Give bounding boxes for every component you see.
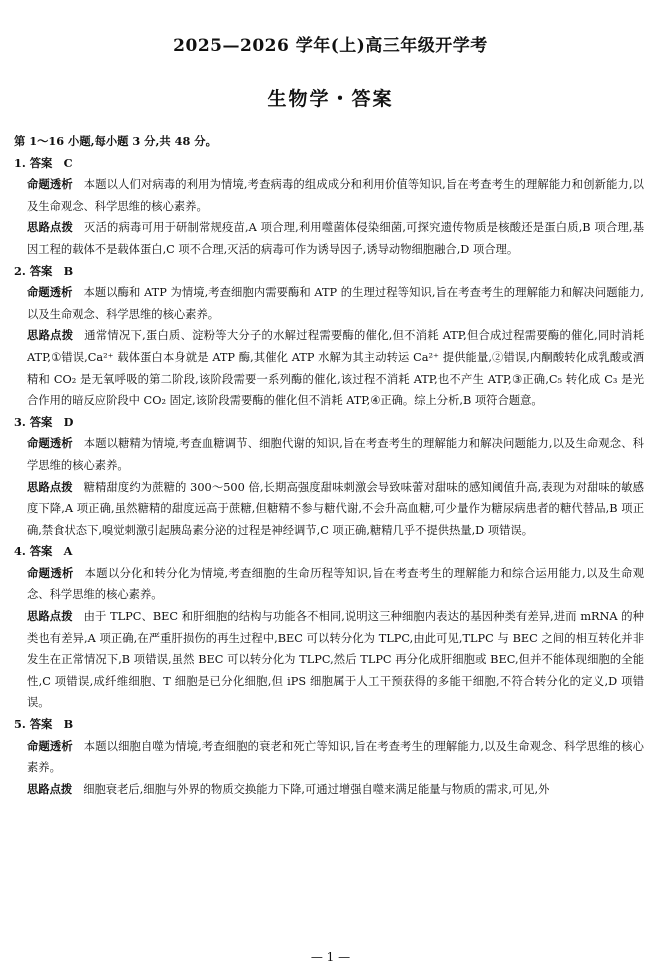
analysis-text: 本题以分化和转分化为情境,考查细胞的生命历程等知识,旨在考查考生的理解能力和综合运用能力,以及生命观念、科学思维的核心素养。 (27, 566, 644, 602)
hint-text: 通常情况下,蛋白质、淀粉等大分子的水解过程需要酶的催化,但不消耗 ATP,但合成过程需要酶的催化,同时消耗 ATP,①错误,Ca²⁺ 载体蛋白本身就是 ATP 酶,其催化 ATP 水解为其主动转运 Ca²⁺ 提供能量,②错误,内酮酸转化成乳酸或酒精和 CO₂ 是无氧呼吸的第二阶段,该阶段需要一系列酶的催化,该过程不消耗 ATP,也不产生 ATP,③正确,C₅ 转化成 C₃ 是光合作用的暗反应阶段中 CO₂ 固定,该阶段需要酶的催化但不消耗 ATP,④正确。综上分析,B 项符合题意。 (27, 329, 644, 408)
analysis-label: 命题透析 (27, 285, 73, 300)
analysis-paragraph (14, 282, 644, 325)
hint-label: 思路点拨 (27, 781, 73, 796)
answer-item (14, 153, 644, 261)
analysis-paragraph (14, 433, 644, 476)
hint-paragraph (14, 606, 644, 714)
analysis-text: 本题以细胞自噬为情境,考查细胞的衰老和死亡等知识,旨在考查考生的理解能力,以及生命观念、科学思维的核心素养。 (27, 739, 644, 775)
answer-content (14, 131, 644, 800)
answer-line: 2. 答案 B (14, 263, 74, 278)
hint-label: 思路点拨 (27, 328, 74, 343)
analysis-label: 命题透析 (27, 738, 73, 753)
analysis-label: 命题透析 (27, 565, 74, 580)
hint-text: 灭活的病毒可用于研制常规疫苗,A 项合理,利用噬菌体侵染细菌,可探究遗传物质是核酸还是蛋白质,B 项合理,基因工程的载体不是载体蛋白,C 项不合理,灭活的病毒可作为诱导因子,诱导动物细胞融合,D 项合理。 (27, 221, 644, 256)
answer-line: 4. 答案 A (14, 544, 73, 559)
analysis-label: 命题透析 (27, 436, 73, 451)
answer-item (14, 541, 644, 714)
hint-paragraph (14, 325, 644, 411)
hint-text: 糖精甜度约为蔗糖的 300～500 倍,长期高强度甜味刺激会导致味蕾对甜味的感知阈值升高,表现为对甜味的敏感度下降,A 项正确,虽然糖精的甜度远高于蔗糖,但糖精不参与糖代谢,不会升高血糖,可少量作为糖尿病患者的糖代替品,B 项正确,禁食状态下,嗅觉刺激引起胰岛素分泌的过程是神经调节,C 项正确,糖精几乎不提供热量,D 项错误。 (27, 480, 644, 537)
hint-label: 思路点拨 (27, 220, 74, 235)
analysis-paragraph (14, 563, 644, 606)
hint-text: 由于 TLPC、BEC 和肝细胞的结构与功能各不相同,说明这三种细胞内表达的基因种类有差异,进而 mRNA 的种类也有差异,A 项正确,在严重肝损伤的再生过程中,BEC 可以转分化为 TLPC,由此可见,TLPC 与 BEC 之间的相互转化并非发生在正常情况下,B 项错误,虽然 BEC 可以转分化为 TLPC,然后 TLPC 再分化成肝细胞或 BEC,但并不能体现细胞的全能性,C 项错误,成纤维细胞、T 细胞是已分化细胞,但 iPS 细胞属于人工干预获得的多能干细胞,不符合转分化的定义,D 项错误。 (27, 610, 644, 710)
analysis-text: 本题以糖精为情境,考查血糖调节、细胞代谢的知识,旨在考查考生的理解能力和解决问题能力,以及生命观念、科学思维的核心素养。 (27, 437, 644, 472)
answer-item (14, 261, 644, 412)
hint-paragraph (14, 217, 644, 260)
answer-item (14, 412, 644, 542)
subject-title: 生物学・答案 (267, 88, 394, 110)
analysis-text: 本题以酶和 ATP 为情境,考查细胞内需要酶和 ATP 的生理过程等知识,旨在考查考生的理解能力和解决问题能力,以及生命观念、科学思维的核心素养。 (27, 286, 644, 321)
analysis-text: 本题以人们对病毒的利用为情境,考查病毒的组成成分和利用价值等知识,旨在考查考生的理解能力和创新能力,以及生命观念、科学思维的核心素养。 (27, 178, 644, 213)
analysis-paragraph (14, 174, 644, 217)
answer-items (14, 153, 644, 801)
analysis-label: 命题透析 (27, 177, 73, 192)
hint-paragraph (14, 779, 644, 801)
section-note: 第 1～16 小题,每小题 3 分,共 48 分。 (14, 134, 217, 148)
answer-line: 3. 答案 D (14, 414, 74, 429)
hint-label: 思路点拨 (27, 479, 73, 494)
answer-item (14, 714, 644, 800)
exam-title: 2025—2026 学年(上)高三年级开学考 (173, 36, 488, 56)
answer-line: 1. 答案 C (14, 155, 73, 170)
hint-paragraph (14, 477, 644, 542)
analysis-paragraph (14, 736, 644, 779)
page-number: — 1 — (310, 950, 351, 964)
hint-text: 细胞衰老后,细胞与外界的物质交换能力下降,可通过增强自噬来满足能量与物质的需求,可见,外 (83, 782, 550, 796)
answer-line: 5. 答案 B (14, 717, 74, 732)
hint-label: 思路点拨 (27, 609, 73, 624)
